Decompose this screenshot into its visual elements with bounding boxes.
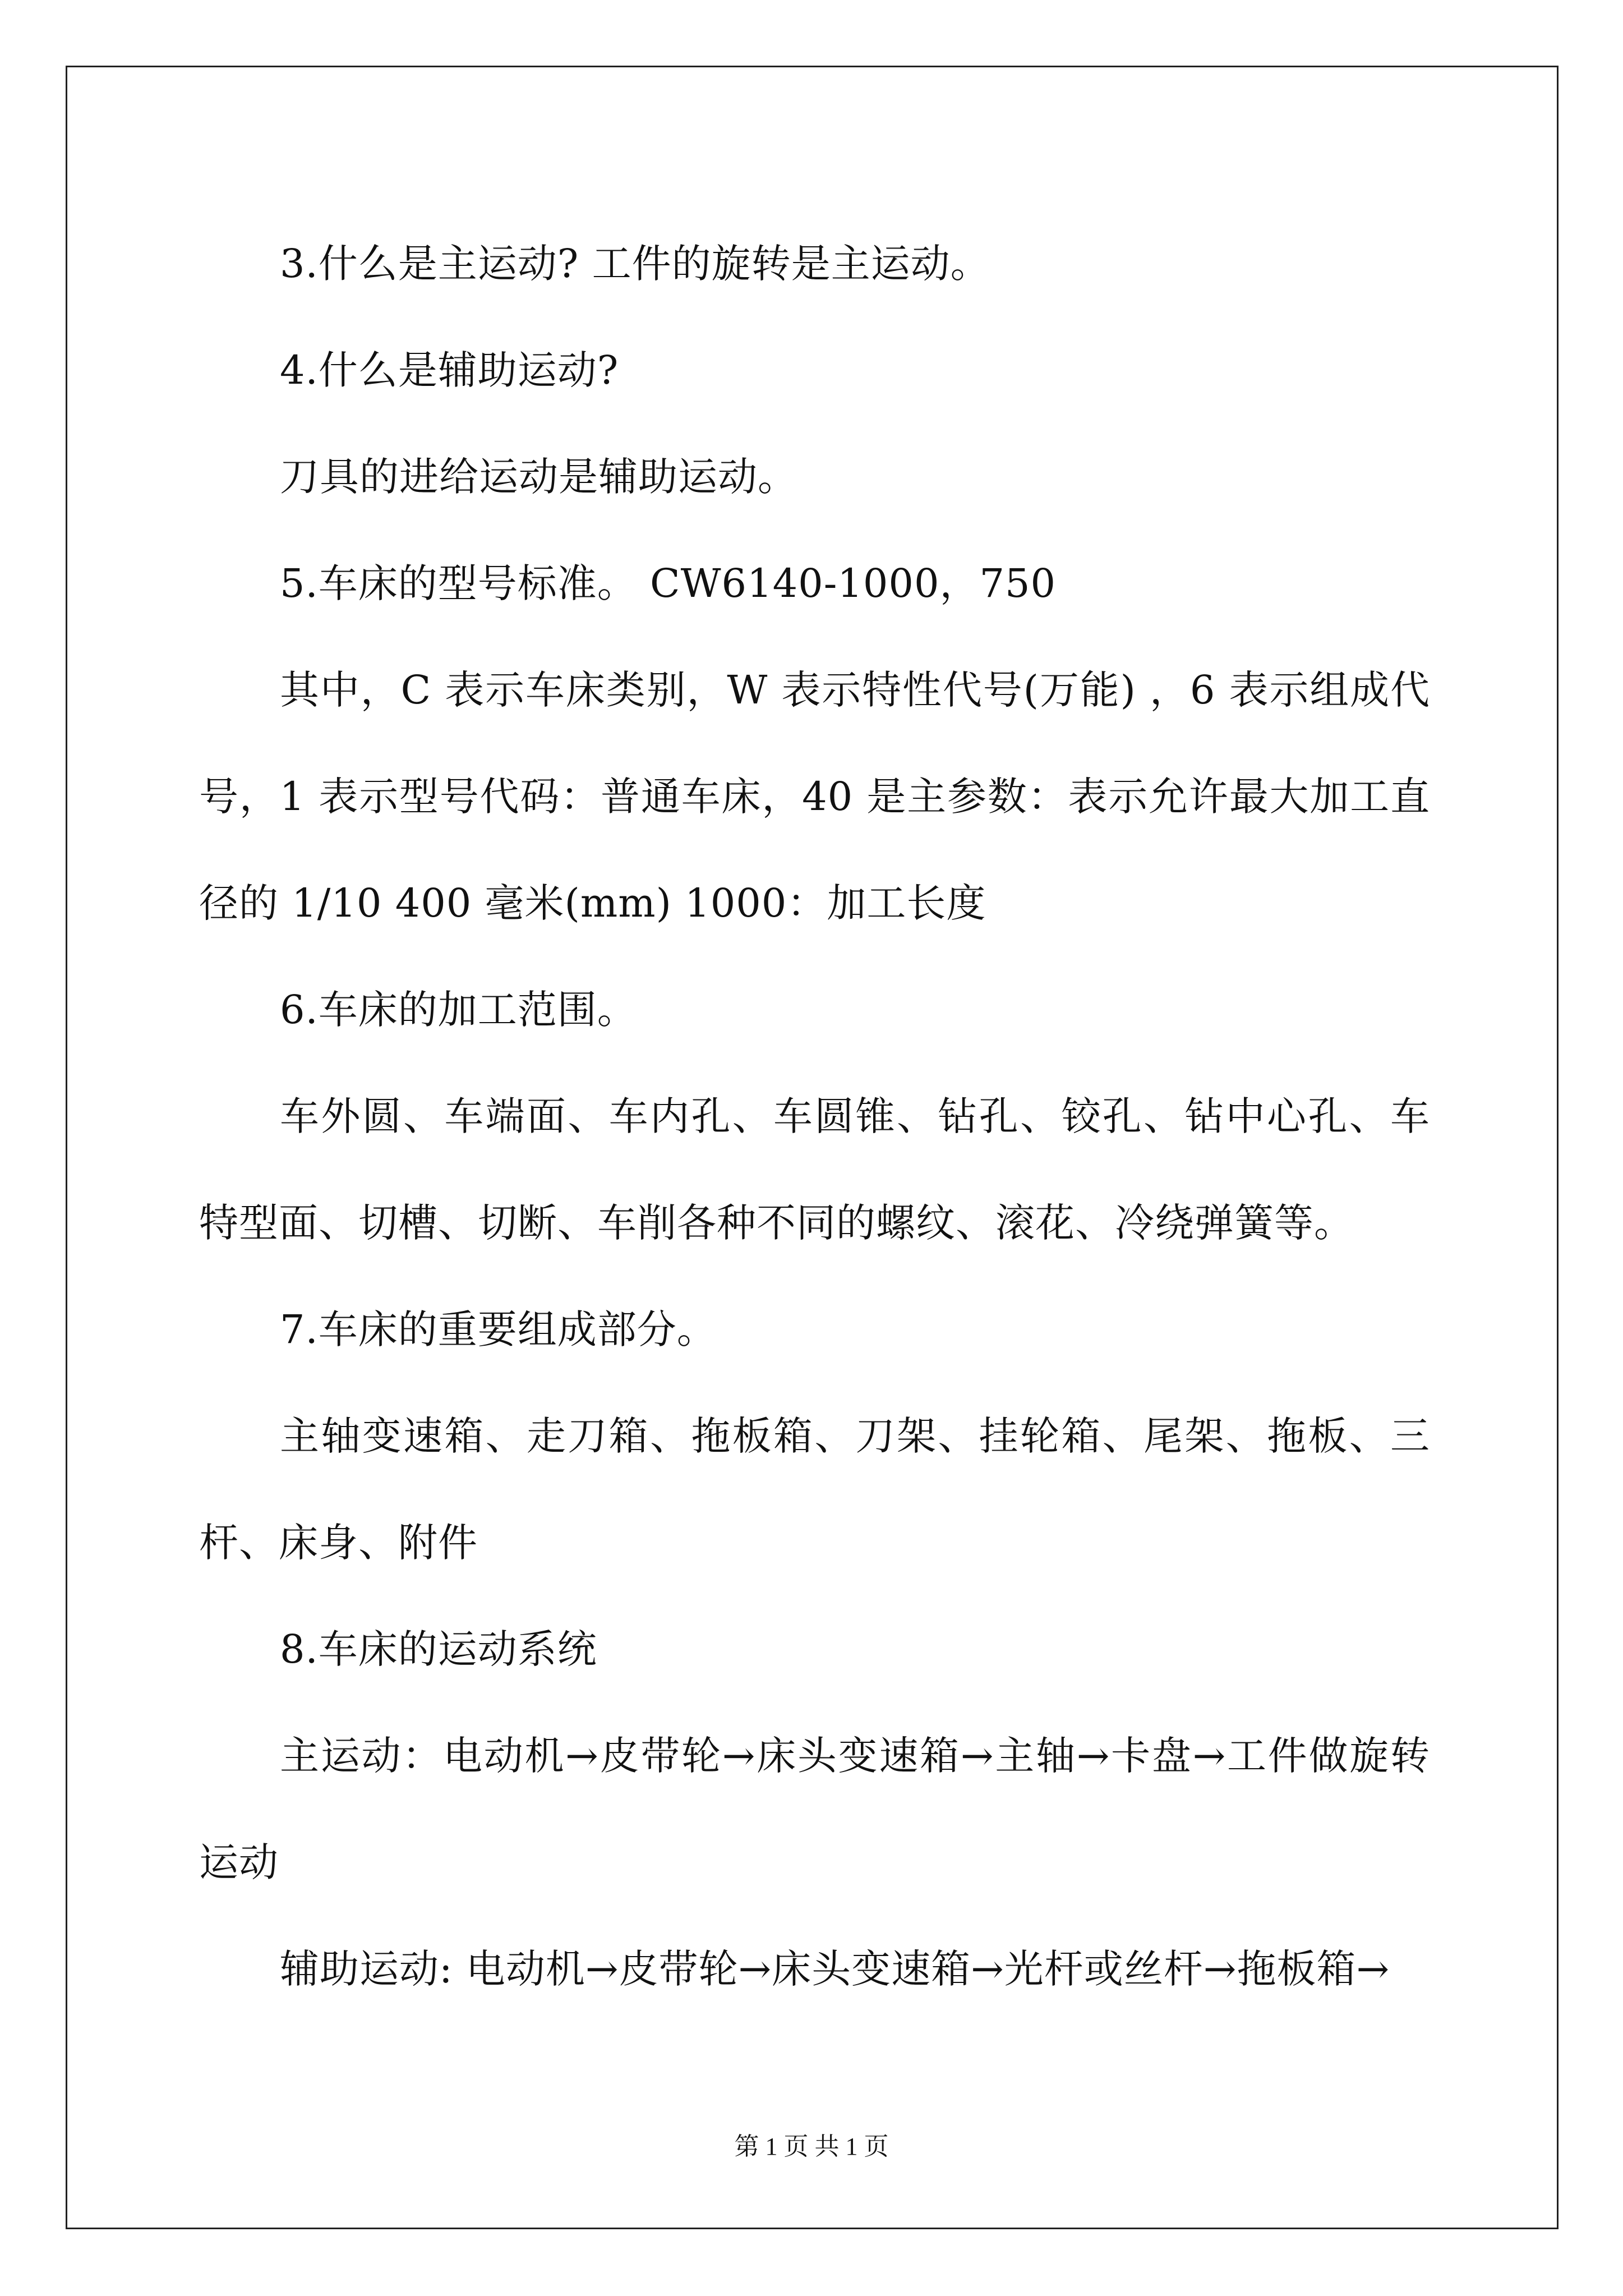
paragraph: 3.什么是主运动? 工件的旋转是主运动。 xyxy=(280,241,990,287)
paragraph: 8.车床的运动系统 xyxy=(280,1626,597,1672)
paragraph: 辅助运动: 电动机→皮带轮→床头变速箱→光杆或丝杆→拖板箱→ xyxy=(280,1946,1390,1992)
paragraph: 刀具的进给运动是辅助运动。 xyxy=(280,454,797,500)
paragraph: 6.车床的加工范围。 xyxy=(280,987,637,1033)
paragraph: 主轴变速箱、走刀箱、拖板箱、刀架、挂轮箱、尾架、拖板、三杆、床身、附件 xyxy=(199,1413,1430,1566)
paragraph: 4.什么是辅助运动? xyxy=(280,347,619,393)
document-body xyxy=(199,210,1430,2022)
paragraph: 5.车床的型号标准。 CW6140-1000，750 xyxy=(280,560,1057,606)
page-footer: 第 1 页 共 1 页 xyxy=(734,2133,889,2160)
paragraph: 7.车床的重要组成部分。 xyxy=(280,1306,717,1352)
paragraph: 主运动：电动机→皮带轮→床头变速箱→主轴→卡盘→工件做旋转运动 xyxy=(199,1733,1430,1885)
paragraph: 车外圆、车端面、车内孔、车圆锥、钻孔、铰孔、钻中心孔、车特型面、切槽、切断、车削各种不同的螺纹、滚花、冷绕弹簧等。 xyxy=(199,1093,1430,1246)
paragraph: 其中，C 表示车床类别，W 表示特性代号(万能) ，6 表示组成代号，1 表示型号代码：普通车床，40 是主参数：表示允许最大加工直径的 1/10 400 毫米(mm) 1000：加工长度 xyxy=(199,667,1430,926)
